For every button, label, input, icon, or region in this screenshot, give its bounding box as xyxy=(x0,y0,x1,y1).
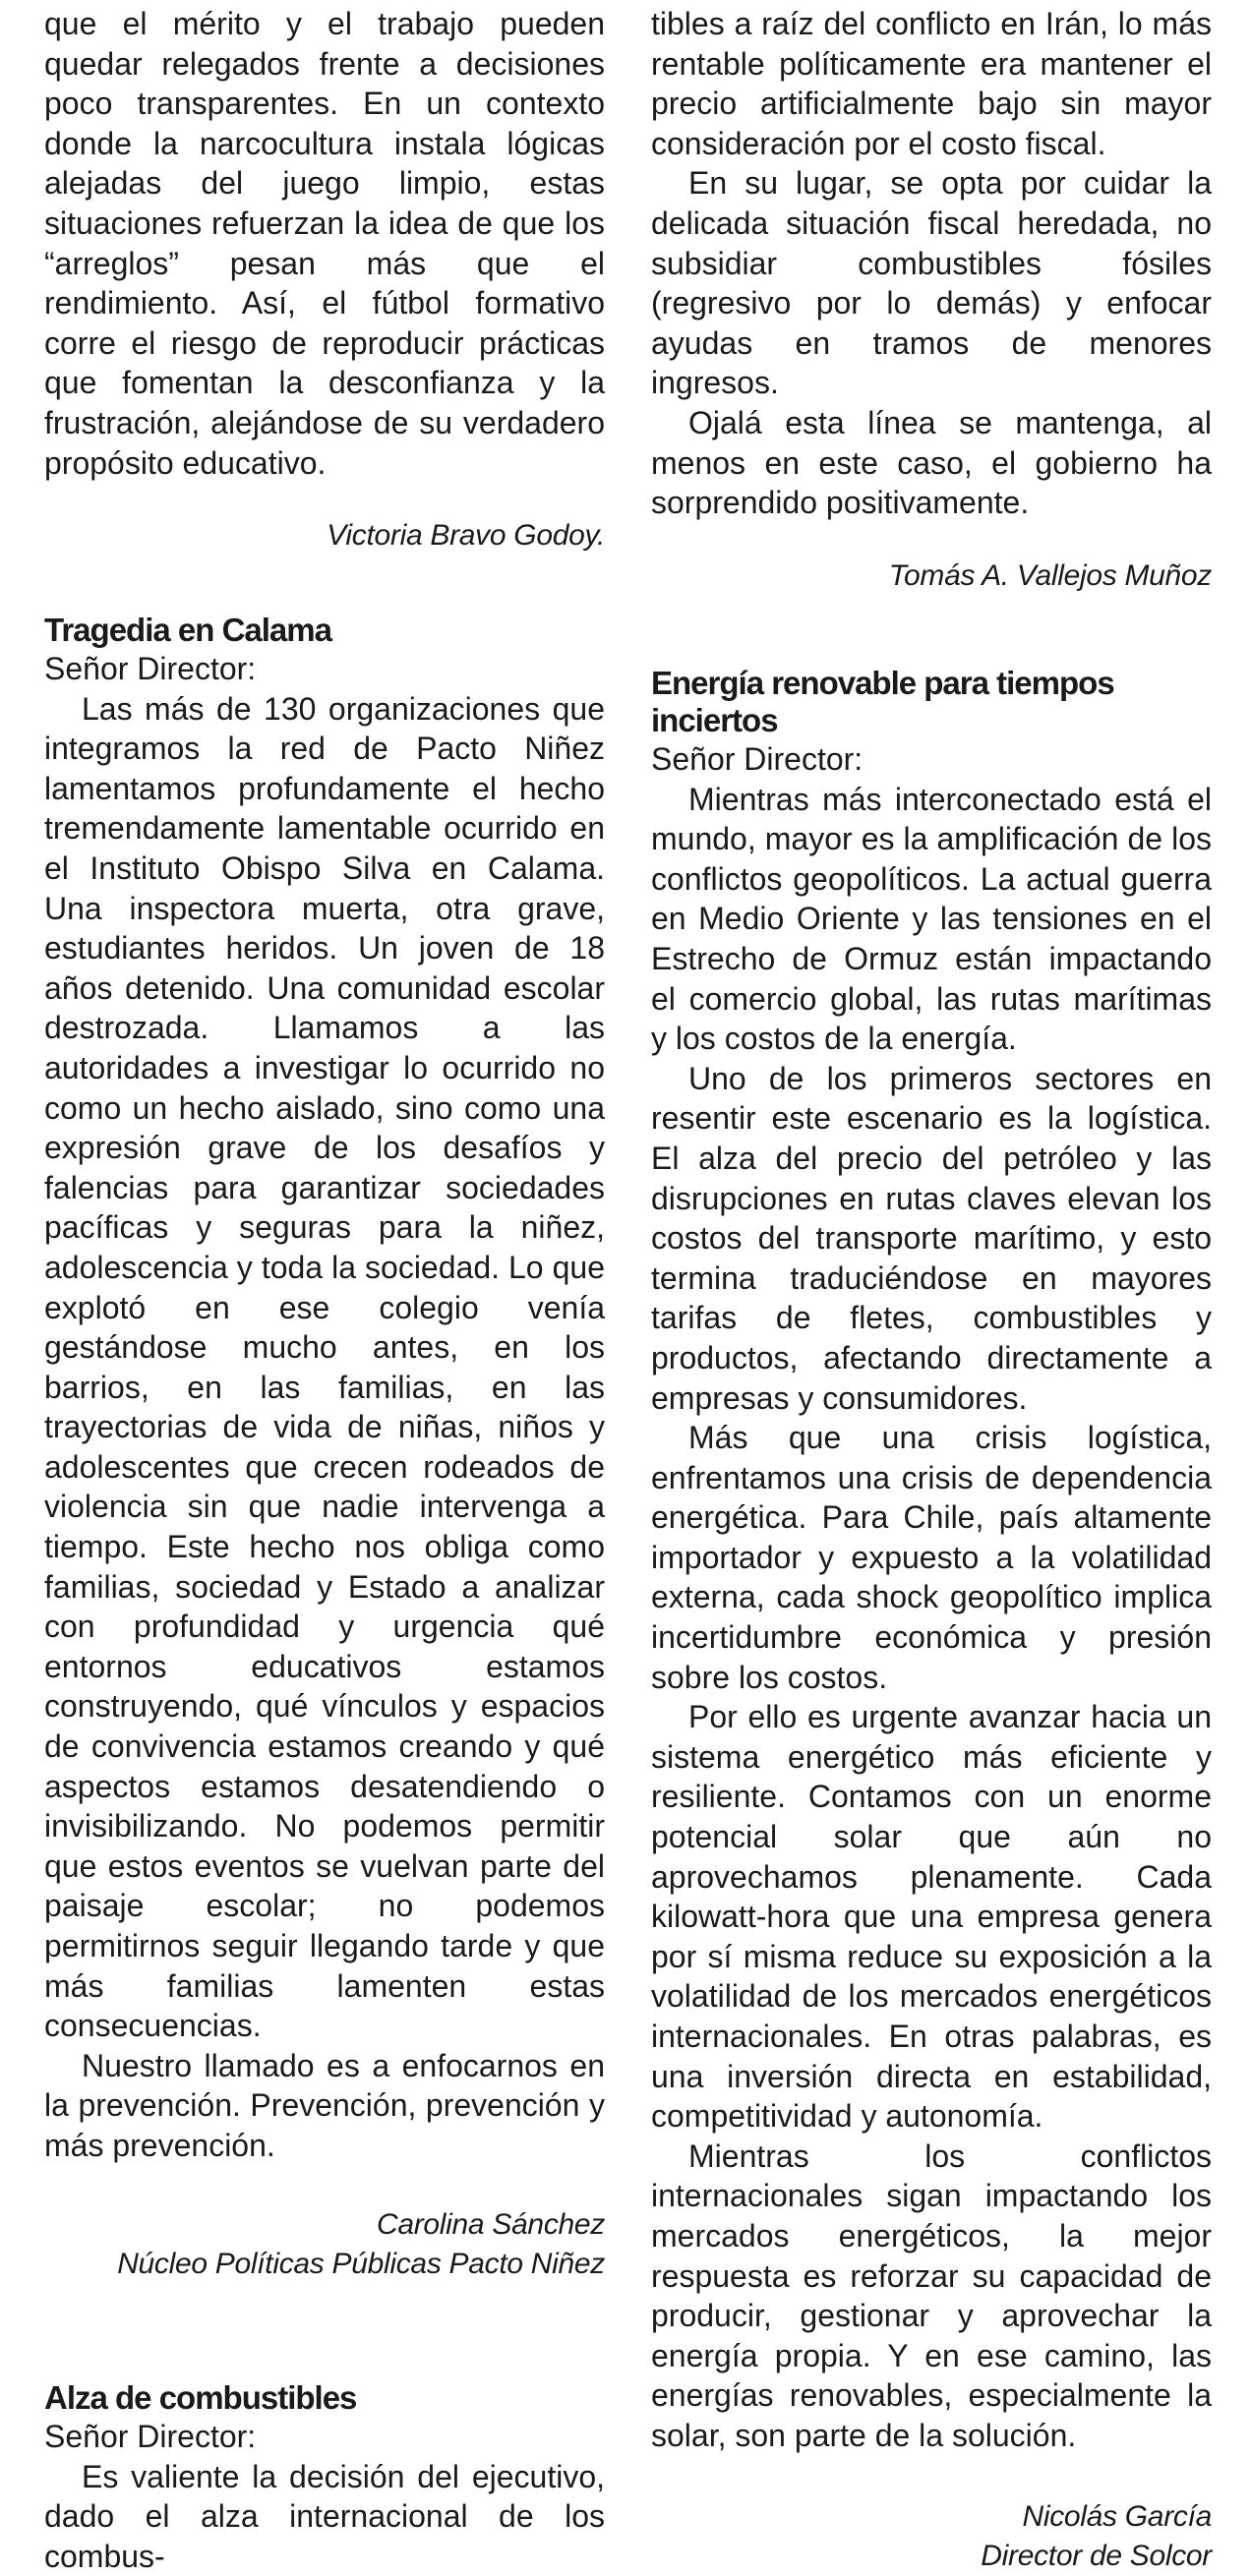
letter-salutation: Señor Director: xyxy=(44,651,257,686)
letter-paragraph: Uno de los primeros sectores en resentir este escenario es la logística. El alza del precio del petróleo y las disrupciones en rutas claves elevan los costos del transporte marítimo, y esto termina traduciéndose en mayores tarifas de fletes, combustibles y productos, afectando directamente a empresas y consumidores. xyxy=(651,1060,1212,1416)
letter-continuation-left xyxy=(44,4,605,556)
letter-paragraph: Nuestro llamado es a enfocarnos en la prevención. Prevención, prevención y más prevención. xyxy=(44,2047,605,2163)
letter-salutation: Señor Director: xyxy=(44,2419,257,2454)
letter-tragedia-calama xyxy=(44,612,605,2284)
letter-paragraph: Por ello es urgente avanzar hacia un sistema energético más eficiente y resiliente. Contamos con un enorme potencial solar que aún no aprovechamos plenamente. Cada kilowatt-hora que una empresa genera por sí misma reduce su exposición a la volatilidad de los mercados energéticos internacionales. En otras palabras, es una inversión directa en estabilidad, competitividad y autonomía. xyxy=(651,1699,1212,2135)
letter-title: Alza de combustibles xyxy=(44,2379,357,2416)
letter-energia-renovable xyxy=(651,665,1212,2576)
letter-paragraph: Ojalá esta línea se mantenga, al menos en este caso, el gobierno ha sorprendido positivamente. xyxy=(651,404,1212,521)
letter-signature: Victoria Bravo Godoy. xyxy=(327,519,605,553)
letter-alza-combustibles xyxy=(44,2379,605,2576)
letter-paragraph: En su lugar, se opta por cuidar la delicada situación fiscal heredada, no subsidiar combustibles fósiles (regresivo por lo demás) y enfocar ayudas en tramos de menores ingresos. xyxy=(651,165,1212,401)
letter-title: Tragedia en Calama xyxy=(44,612,331,648)
letter-paragraph: tibles a raíz del conflicto en Irán, lo más rentable políticamente era mantener el precio artificialmente bajo sin mayor consideración por el costo fiscal. xyxy=(651,6,1212,161)
letter-signature-role: Director de Solcor xyxy=(981,2539,1212,2572)
letter-paragraph: Más que una crisis logística, enfrentamos una crisis de dependencia energética. Para Chile, país altamente importador y expuesto a la volatilidad externa, cada shock geopolítico implica incertidumbre económica y presión sobre los costos. xyxy=(651,1420,1212,1695)
letter-paragraph: que el mérito y el trabajo pueden quedar relegados frente a decisiones poco transparentes. En un contexto donde la narcocultura instala lógicas alejadas del juego limpio, estas situaciones refuerzan la idea de que los “arreglos” pesan más que el rendimiento. Así, el fútbol formativo corre el riesgo de reproducir prácticas que fomentan la desconfianza y la frustración, alejándose de su verdadero propósito educativo. xyxy=(44,6,605,481)
letter-signature-name: Carolina Sánchez xyxy=(376,2207,605,2241)
letter-title: Energía renovable para tiempos inciertos xyxy=(651,665,1114,738)
letter-continuation-right xyxy=(651,4,1212,596)
letter-paragraph: Es valiente la decisión del ejecutivo, dado el alza internacional de los combus- xyxy=(44,2458,605,2574)
letter-paragraph: Las más de 130 organizaciones que integramos la red de Pacto Niñez lamentamos profundamente el hecho tremendamente lamentable ocurrido en el Instituto Obispo Silva en Calama. Una inspectora muerta, otra grave, estudiantes heridos. Un joven de 18 años detenido. Una comunidad escolar destrozada. Llamamos a las autoridades a investigar lo ocurrido no como un hecho aislado, sino como una expresión grave de los desafíos y falencias para garantizar sociedades pacíficas y seguras para la niñez, adolescencia y toda la sociedad. Lo que explotó en ese colegio venía gestándose mucho antes, en los barrios, en las familias, en las trayectorias de vida de niñas, niños y adolescentes que crecen rodeados de violencia sin que nadie intervenga a tiempo. Este hecho nos obliga como familias, sociedad y Estado a analizar con profundidad y urgencia qué entornos educativos estamos construyendo, qué vínculos y espacios de convivencia estamos creando y qué aspectos estamos desatendiendo o invisibilizando. No podemos permitir que estos eventos se vuelvan parte del paisaje escolar; no podemos permitirnos seguir llegando tarde y que más familias lamenten estas consecuencias. xyxy=(44,690,605,2044)
letter-signature: Tomás A. Vallejos Muñoz xyxy=(888,558,1212,592)
letter-paragraph: Mientras los conflictos internacionales sigan impactando los mercados energéticos, la mejor respuesta es reforzar su capacidad de producir, gestionar y aprovechar la energía propia. Y en ese camino, las energías renovables, especialmente la solar, son parte de la solución. xyxy=(651,2137,1212,2453)
letter-signature-role: Núcleo Políticas Públicas Pacto Niñez xyxy=(117,2247,605,2280)
letter-salutation: Señor Director: xyxy=(651,741,864,777)
letter-signature-name: Nicolás García xyxy=(1022,2499,1212,2533)
letter-paragraph: Mientras más interconectado está el mundo, mayor es la amplificación de los conflictos geopolíticos. La actual guerra en Medio Oriente y las tensiones en el Estrecho de Ormuz están impactando el comercio global, las rutas marítimas y los costos de la energía. xyxy=(651,781,1212,1057)
